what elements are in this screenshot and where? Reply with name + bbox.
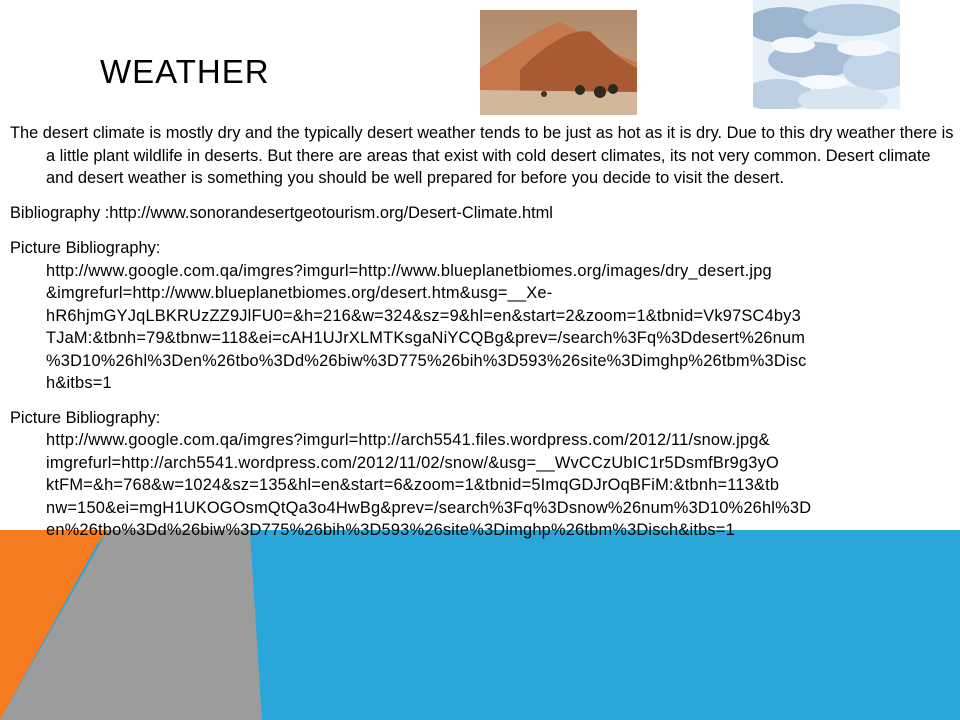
bibliography-url-line: http://www.google.com.qa/imgres?imgurl=http://arch5541.files.wordpress.com/2012/11/snow.jpg& [46,431,770,449]
bibliography-url-line: imgrefurl=http://arch5541.wordpress.com/2012/11/02/snow/&usg=__WvCCzUbIC1r5DsmfBr9g3yO [46,453,779,472]
slide-title: WEATHER [100,53,270,90]
blue-right [250,530,960,720]
bibliography-url-line: %3D10%26hl%3Den%26tbo%3Dd%26biw%3D775%26bih%3D593%26site%3Dimghp%26tbm%3Disc [46,351,807,370]
picture-bibliography-label: Picture Bibliography: [10,408,161,427]
picture-bibliography-label: Picture Bibliography: [10,239,161,257]
picture-bibliography-snow [10,407,960,542]
bibliography-url-line: h&itbs=1 [46,374,112,392]
bibliography-url-line: http://www.google.com.qa/imgres?imgurl=http://www.blueplanetbiomes.org/images/dry_desert.jpg [46,261,772,280]
bibliography-url-line: en%26tbo%3Dd%26biw%3D775%26bih%3D593%26site%3Dimghp%26tbm%3Disch&itbs=1 [46,521,735,539]
bibliography-line: Bibliography :http://www.sonorandesertgeotourism.org/Desert-Climate.html [10,203,553,222]
desert-dunes-photo [480,10,637,115]
bibliography-url-line: &imgrefurl=http://www.blueplanetbiomes.org/desert.htm&usg=__Xe- [46,284,553,302]
bibliography-url-line: hR6hjmGYJqLBKRUzZZ9JlFU0=&h=216&w=324&sz=9&hl=en&start=2&zoom=1&tbnid=Vk97SC4by3 [46,306,801,325]
slide-body [10,122,960,554]
bibliography-url-line: ktFM=&h=768&w=1024&sz=135&hl=en&start=6&zoom=1&tbnid=5ImqGDJrOqBFiM:&tbnh=113&tb [46,476,780,494]
snow-drifts-photo [753,0,900,109]
desert-climate-paragraph: The desert climate is mostly dry and the typically desert weather tends to be just as hot as it is dry. Due to this dry weather there is a little plant wildlife in deserts. But there are areas that exist with cold desert climates, its not very common. Desert climate and desert weather is something you should be well prepared for before you decide to visit the desert. [10,124,954,187]
bibliography-url-line: nw=150&ei=mgH1UKOGOsmQtQa3o4HwBg&prev=/search%3Fq%3Dsnow%26num%3D10%26hl%3D [46,498,812,517]
bibliography-url-line: TJaM:&tbnh=79&tbnw=118&ei=cAH1UJrXLMTKsgaNiYCQBg&prev=/search%3Fq%3Ddesert%26num [46,329,806,347]
picture-bibliography-desert [10,237,960,395]
